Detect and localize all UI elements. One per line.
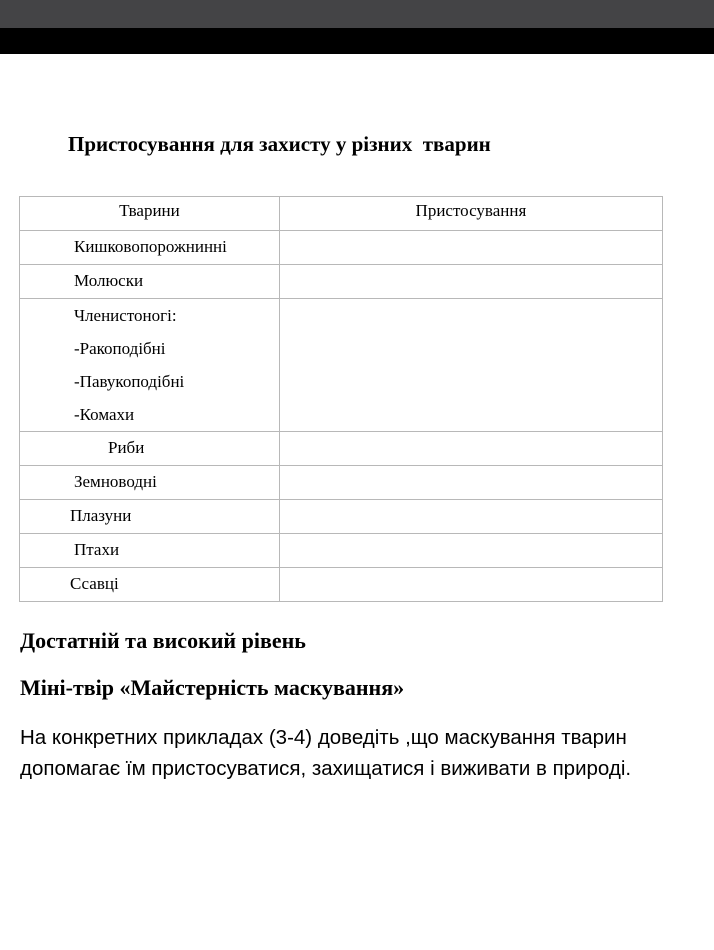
column-header-adaptations: Пристосування (279, 197, 662, 231)
adaptation-cell[interactable] (279, 534, 662, 568)
animal-cell (20, 231, 280, 265)
table-row (20, 534, 663, 568)
level-heading: Достатній та високий рівень (20, 628, 306, 653)
table-row (20, 466, 663, 500)
animal-label: Кишковопорожнинні (74, 237, 227, 256)
adaptation-cell[interactable] (279, 500, 662, 534)
animal-label: Птахи (74, 540, 120, 559)
adaptation-cell[interactable] (279, 231, 662, 265)
animal-sublabel: -Ракоподібні (74, 339, 166, 358)
column-header-animals: Тварини (20, 197, 280, 231)
animal-sublabel: -Павукоподібні (74, 372, 185, 391)
animal-label: Плазуни (70, 506, 132, 525)
adaptation-cell[interactable] (279, 432, 662, 466)
animal-cell (20, 299, 280, 432)
table-header-row (20, 197, 663, 231)
animal-label: Ссавці (70, 574, 119, 593)
table-row (20, 231, 663, 265)
animal-cell (20, 265, 280, 299)
adaptation-cell[interactable] (279, 568, 662, 602)
table-row (20, 568, 663, 602)
essay-heading: Міні-твір «Майстерність маскування» (20, 675, 405, 700)
adaptation-table (19, 196, 663, 602)
table-row (20, 299, 663, 432)
animal-sublabel: -Комахи (74, 405, 135, 424)
header-bar (0, 28, 714, 54)
animal-label: Членистоногі: (74, 306, 177, 325)
animal-label: Риби (108, 438, 145, 457)
table-row (20, 432, 663, 466)
adaptation-cell[interactable] (279, 466, 662, 500)
animal-label: Земноводні (74, 472, 157, 491)
essay-task-text: На конкретних прикладах (3-4) доведіть ,що маскування тварин допомагає їм пристосуватися, захищатися і виживати в природі. (20, 726, 632, 780)
animal-cell (20, 568, 280, 602)
animal-cell (20, 500, 280, 534)
adaptation-cell[interactable] (279, 299, 662, 432)
page-title: Пристосування для захисту у різних тварин (68, 132, 491, 156)
adaptation-cell[interactable] (279, 265, 662, 299)
animal-cell (20, 534, 280, 568)
animal-cell (20, 432, 280, 466)
table-row (20, 500, 663, 534)
animal-label: Молюски (74, 271, 144, 290)
table-row (20, 265, 663, 299)
top-toolbar (0, 0, 714, 28)
animal-cell (20, 466, 280, 500)
